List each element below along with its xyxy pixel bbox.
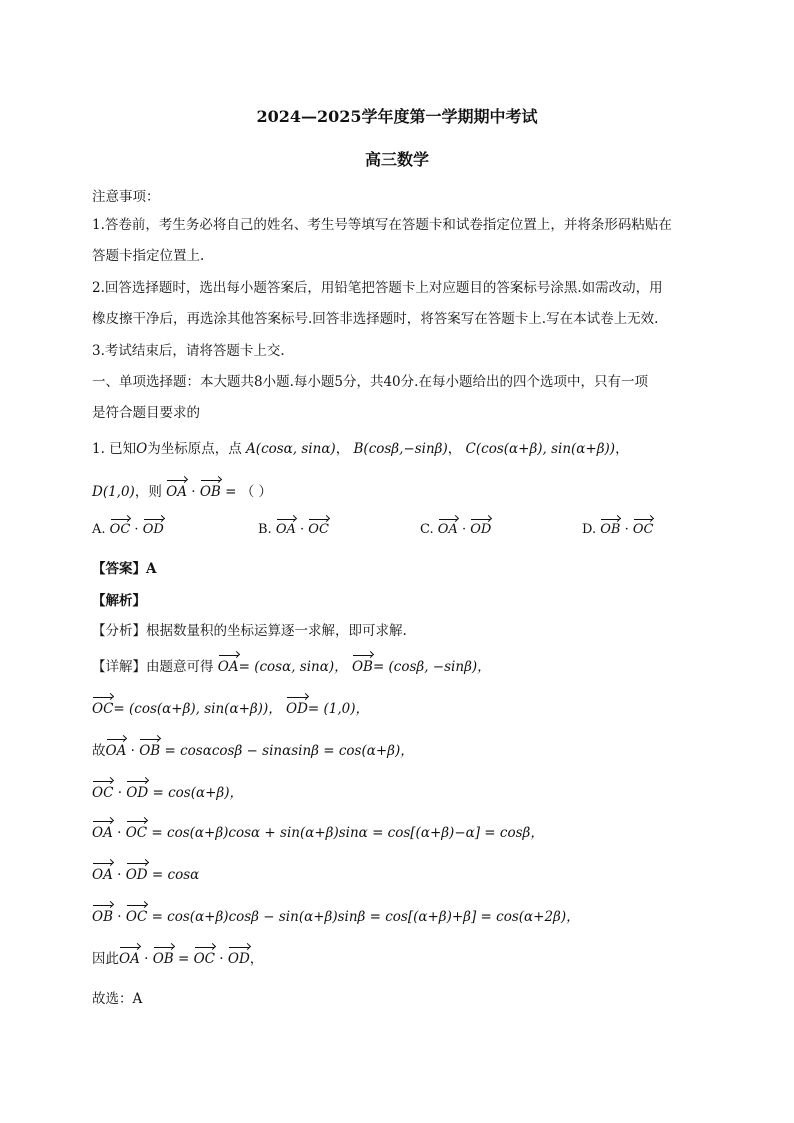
point-d: D(1,0) [92,484,135,500]
eq-oa-ob: = cosαcosβ − sinαsinβ = cos(α+β)， [164,743,414,759]
vector-od: OD [126,785,149,801]
detail-line-1 [92,658,491,676]
vector-ob: OB [139,743,161,759]
option-c-left-vector: OA [437,522,458,537]
vector-ob: OB [199,484,221,500]
q1-ask-suffix: = （ ） [225,484,273,500]
analysis-heading: 【解析】 [92,593,146,609]
detail-line-3: 故OA · OB = cosαcosβ − sinαsinβ = cos(α+β)， [92,743,414,759]
option-d-label: D. [582,522,597,537]
conclusion-prefix: 因此 [92,951,119,967]
note-item-1a: 1.答卷前，考生务必将自己的姓名、考生号等填写在答题卡和试卷指定位置上，并将条形码粘贴在 [92,217,672,233]
q1-prefix: 1. 已知 [92,441,137,457]
detail-line-5: OA · OC = cos(α+β)cosα + sin(α+β)sinα = cos[(α+β)−α] = cosβ， [92,825,544,841]
option-a-label: A. [92,522,106,537]
vector-oa: OA [92,867,113,883]
point-b: B(cosβ,−sinβ) [353,441,448,457]
detail-line-6: OA · OD = cosα [92,867,200,883]
q1-ask-prefix: ，则 [134,484,162,500]
option-d-left-vector: OB [600,522,621,537]
detail-prefix: 【详解】由题意可得 [92,659,214,675]
eq-od: = (1,0)， [307,701,370,717]
option-a-left-vector: OC [109,522,131,537]
final-answer: 故选：A [92,991,143,1007]
eq-oa-oc: = cos(α+β)cosα + sin(α+β)sinα = cos[(α+β)−α] = cosβ， [151,825,544,841]
answer-line: 【答案】A [92,561,157,577]
vector-od: OD [286,701,308,717]
vector-oc: OC [92,785,114,801]
question-1-ask: D(1,0)，则 OA · OB = （ ） [92,484,273,500]
gu-prefix: 故 [92,743,106,759]
q1-mid: 为坐标原点，点 [147,441,242,457]
notes-heading: 注意事项： [92,189,160,205]
eq-ob: = (cosβ, −sinβ)， [372,659,491,675]
origin-symbol: O [136,441,148,457]
note-item-1b: 答题卡指定位置上. [92,248,205,264]
note-item-2b: 橡皮擦干净后，再选涂其他答案标号.回答非选择题时，将答案写在答题卡上.写在本试卷上无效. [92,311,659,327]
eq-oc: = (cos(α+β), sin(α+β))， [113,701,282,717]
vector-oc: OC [125,825,148,841]
option-c-label: C. [420,522,434,537]
detail-line-7: OB · OC = cos(α+β)cosβ − sin(α+β)sinβ = cos[(α+β)+β] = cos(α+2β)， [92,909,580,925]
section-heading-1: 一、单项选择题：本大题共8小题.每小题5分，共40分.在每小题给出的四个选项中，只有一项 [92,374,648,390]
section-heading-2: 是符合题目要求的 [92,405,200,421]
vector-od: OD [227,951,250,967]
vector-oc: OC [193,951,216,967]
vector-oa: OA [119,951,140,967]
conclusion-line: 因此OA · OB = OC · OD， [92,951,264,967]
conclusion-eq: = [178,951,190,967]
vector-oa: OA [105,743,127,759]
option-d-right-vector: OC [632,522,654,537]
vector-oa: OA [92,825,113,841]
eq-oa: = (cosα, sinα)， [238,659,348,675]
option-d[interactable]: D. OB · OC [582,522,654,537]
eq-ob-oc: = cos(α+β)cosβ − sin(α+β)sinβ = cos[(α+β)+β] = cos(α+2β)， [151,909,580,925]
vector-oa: OA [166,484,187,500]
option-b[interactable]: B. OA · OC [258,522,329,537]
eq-oa-od: = cosα [151,867,200,883]
option-b-label: B. [258,522,272,537]
option-b-left-vector: OA [275,522,296,537]
exam-subtitle: 高三数学 [364,150,429,169]
point-c: C(cos(α+β), sin(α+β)) [465,441,616,457]
eq-oc-od: = cos(α+β)， [152,785,243,801]
vector-ob: OB [92,909,113,925]
point-a: A(cosα, sinα) [246,441,336,457]
detail-line-2 [92,700,369,718]
exam-title: 2024—2025学年度第一学期期中考试 [256,107,538,126]
note-item-2a: 2.回答选择题时，选出每小题答案后，用铅笔把答题卡上对应题目的答案标号涂黑.如需改动，用 [92,280,663,296]
detail-line-4: OC · OD = cos(α+β)， [92,785,243,801]
vector-ob: OB [351,659,373,675]
note-item-3: 3.考试结束后，请将答题卡上交. [92,343,285,359]
vector-ob: OB [152,951,174,967]
vector-oa: OA [217,659,239,675]
option-c[interactable]: C. OA · OD [420,522,492,537]
vector-od: OD [125,867,148,883]
conclusion-suffix: ， [249,951,264,967]
vector-oc: OC [125,909,148,925]
vector-oc: OC [92,701,114,717]
question-1-stem: 1. 已知O为坐标原点，点 A(cosα, sinα)， B(cosβ,−sinβ)， C(cos(α+β), sin(α+β))， [92,441,629,457]
option-c-right-vector: OD [470,522,492,537]
option-a[interactable]: A. OC · OD [92,522,164,537]
analysis-line: 【分析】根据数量积的坐标运算逐一求解，即可求解. [92,623,407,639]
option-a-right-vector: OD [142,522,164,537]
option-b-right-vector: OC [308,522,329,537]
